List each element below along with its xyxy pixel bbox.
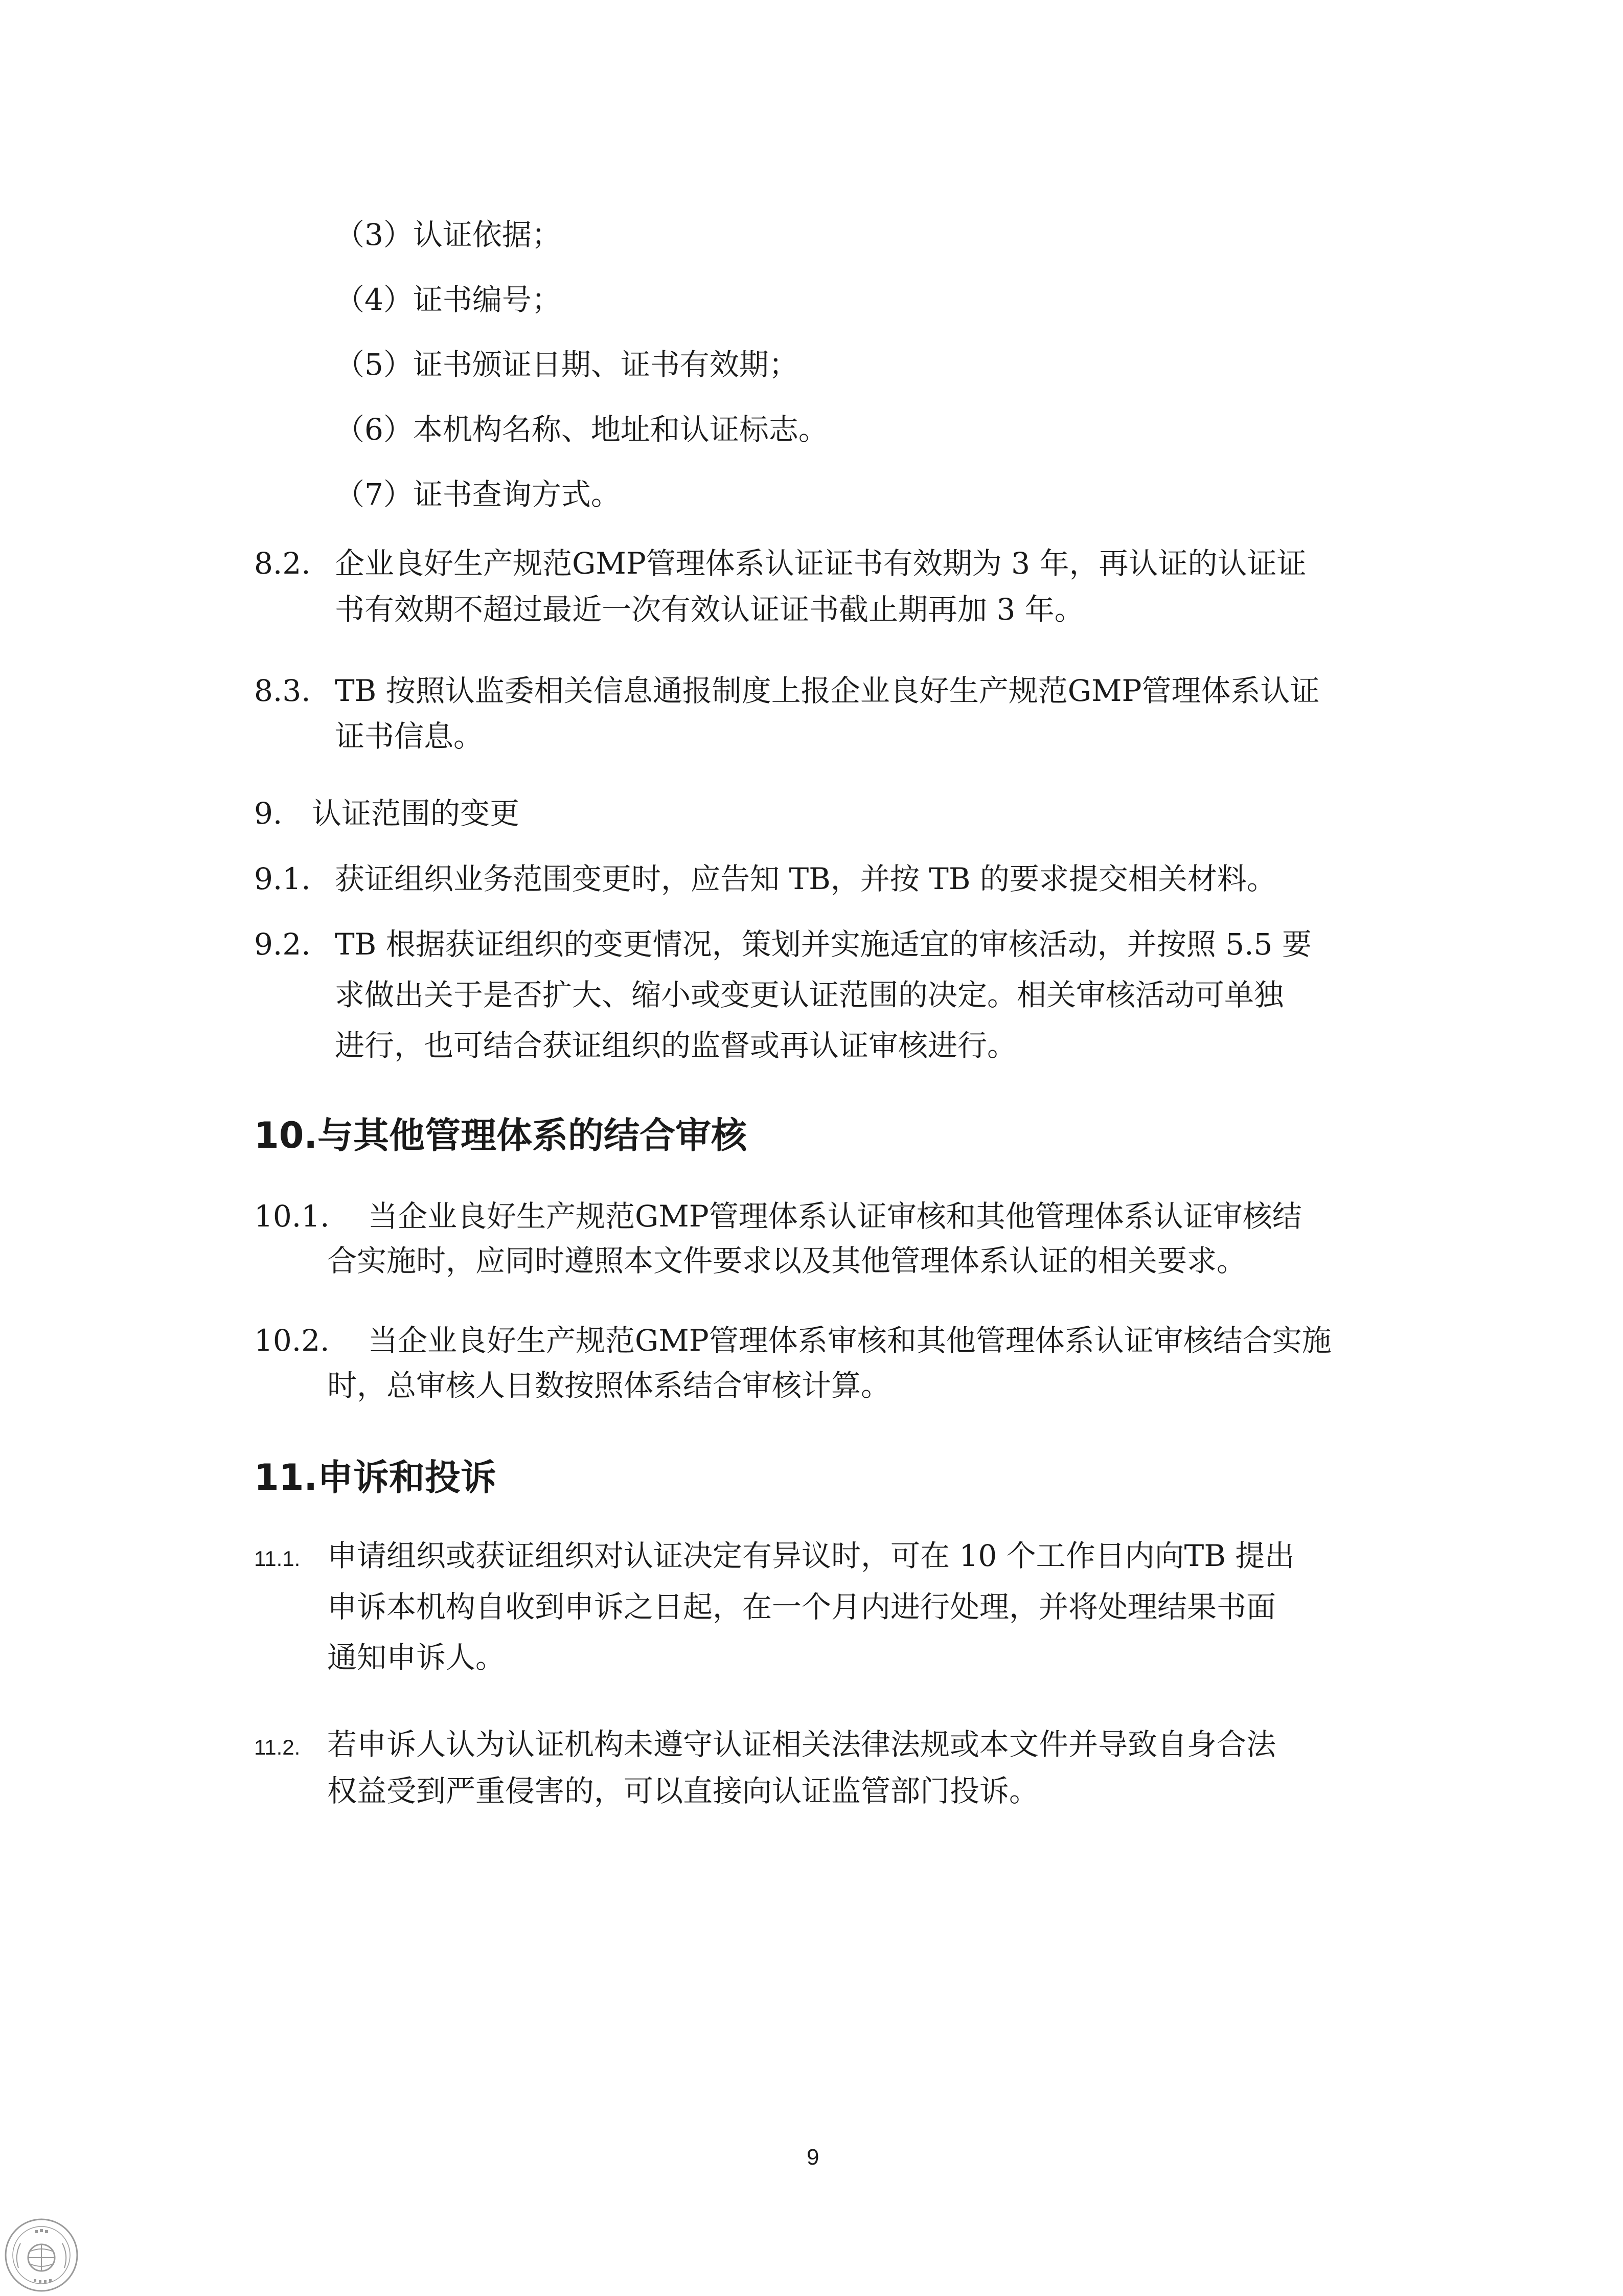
clause-9-2-line-3: 进行，也可结合获证组织的监督或再认证审核进行。 <box>335 1028 1017 1063</box>
section-number-9: 9. <box>254 796 283 831</box>
clause-11-2-line-1: 若申诉人认为认证机构未遵守认证相关法律法规或本文件并导致自身合法 <box>327 1727 1276 1762</box>
clause-number-10-2: 10.2. <box>254 1323 330 1358</box>
list-item-6: （6）本机构名称、地址和认证标志。 <box>335 412 828 447</box>
section-9-title: 认证范围的变更 <box>312 796 520 831</box>
clause-number-11-1: 11.1. <box>254 1547 301 1571</box>
clause-9-1-line-1: 获证组织业务范围变更时，应告知 TB，并按 TB 的要求提交相关材料。 <box>335 861 1276 896</box>
clause-11-1-line-1: 申请组织或获证组织对认证决定有异议时，可在 10 个工作日内向TB 提出 <box>327 1538 1295 1573</box>
clause-8-2-line-2: 书有效期不超过最近一次有效认证证书截止期再加 3 年。 <box>335 592 1084 627</box>
clause-11-2-line-2: 权益受到严重侵害的，可以直接向认证监管部门投诉。 <box>327 1774 1039 1808</box>
list-item-5: （5）证书颁证日期、证书有效期； <box>335 347 798 382</box>
clause-11-1-line-2: 申诉本机构自收到申诉之日起，在一个月内进行处理，并将处理结果书面 <box>327 1589 1276 1624</box>
section-heading-11: 11.申诉和投诉 <box>254 1457 497 1498</box>
clause-10-1-line-2: 合实施时，应同时遵照本文件要求以及其他管理体系认证的相关要求。 <box>327 1243 1247 1278</box>
clause-8-2-line-1: 企业良好生产规范GMP管理体系认证证书有效期为 3 年，再认证的认证证 <box>335 546 1307 581</box>
clause-number-11-2: 11.2. <box>254 1735 301 1759</box>
clause-8-3-line-2: 证书信息。 <box>335 719 484 754</box>
clause-8-3-line-1: TB 按照认监委相关信息通报制度上报企业良好生产规范GMP管理体系认证 <box>335 673 1320 708</box>
clause-11-1-line-3: 通知申诉人。 <box>327 1640 506 1675</box>
clause-10-1-line-1: 当企业良好生产规范GMP管理体系认证审核和其他管理体系认证审核结 <box>368 1199 1302 1234</box>
clause-number-8-2: 8.2. <box>254 546 311 581</box>
clause-9-2-line-1: TB 根据获证组织的变更情况，策划并实施适宜的审核活动，并按照 5.5 要 <box>335 927 1312 962</box>
clause-number-8-3: 8.3. <box>254 673 311 708</box>
list-item-7: （7）证书查询方式。 <box>335 477 621 512</box>
page-number: 9 <box>807 2145 819 2170</box>
section-heading-10: 10.与其他管理体系的结合审核 <box>254 1115 747 1156</box>
list-item-3: （3）认证依据； <box>335 217 561 252</box>
clause-number-10-1: 10.1. <box>254 1199 330 1234</box>
clause-10-2-line-1: 当企业良好生产规范GMP管理体系审核和其他管理体系认证审核结合实施 <box>368 1323 1332 1358</box>
clause-10-2-line-2: 时，总审核人日数按照体系结合审核计算。 <box>327 1368 891 1403</box>
clause-9-2-line-2: 求做出关于是否扩大、缩小或变更认证范围的决定。相关审核活动可单独 <box>335 977 1284 1012</box>
list-item-4: （4）证书编号； <box>335 282 561 317</box>
seal-logo-icon <box>3 2217 80 2293</box>
clause-number-9-1: 9.1. <box>254 861 311 896</box>
clause-number-9-2: 9.2. <box>254 927 311 962</box>
